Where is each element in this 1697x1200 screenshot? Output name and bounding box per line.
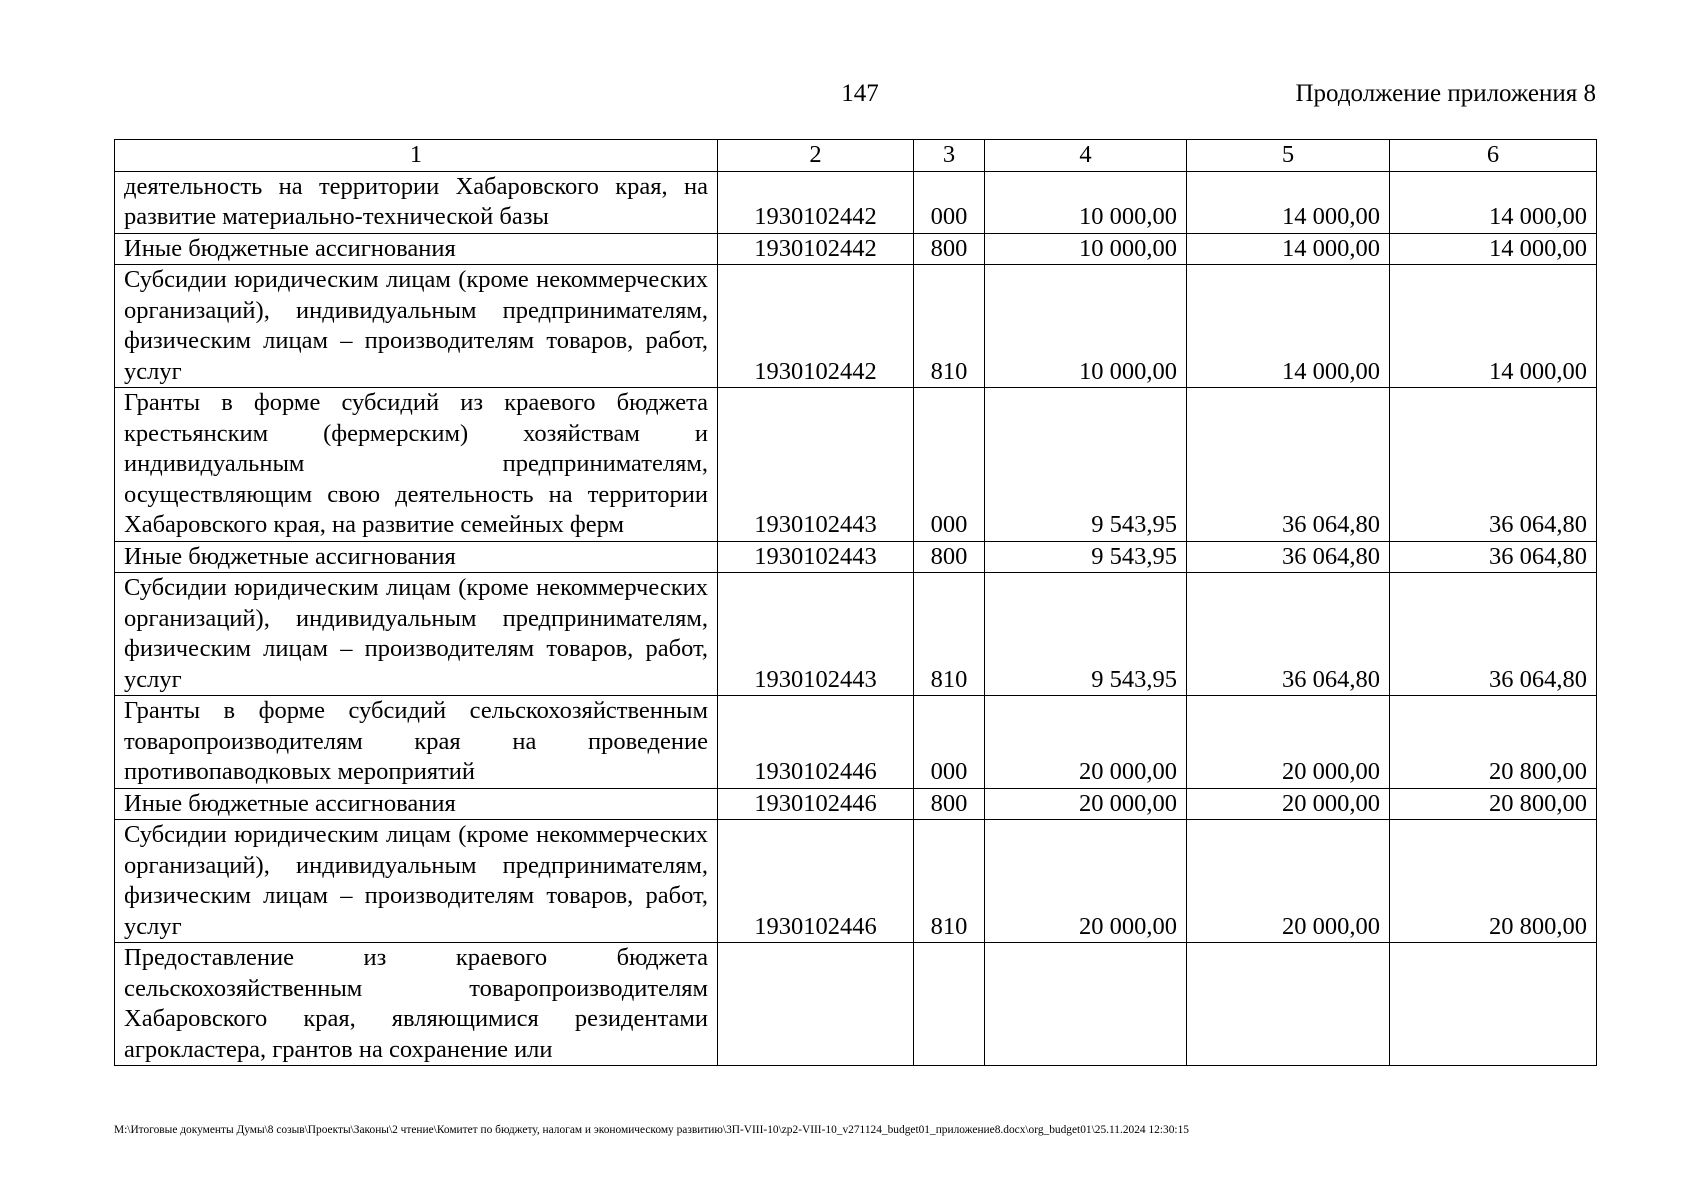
row-value-col4: 9 543,95 [985, 541, 1187, 573]
row-expense-type: 810 [914, 573, 985, 696]
row-value-col6: 36 064,80 [1390, 388, 1597, 542]
table-header [115, 140, 1597, 172]
column-header-3: 3 [914, 140, 985, 172]
row-expense-type: 000 [914, 696, 985, 789]
row-description: Субсидии юридическим лицам (кроме некоммерческих организаций), индивидуальным предпринимателям, физическим лицам – производителям товаров, работ, услуг [115, 820, 718, 943]
row-value-col4: 20 000,00 [985, 696, 1187, 789]
row-value-col5: 36 064,80 [1187, 573, 1390, 696]
row-value-col4: 10 000,00 [985, 233, 1187, 265]
column-header-4: 4 [985, 140, 1187, 172]
row-description: Иные бюджетные ассигнования [115, 233, 718, 265]
row-expense-type: 000 [914, 171, 985, 233]
row-description: Субсидии юридическим лицам (кроме некоммерческих организаций), индивидуальным предпринимателям, физическим лицам – производителям товаров, работ, услуг [115, 265, 718, 388]
row-value-col5: 36 064,80 [1187, 388, 1390, 542]
table-row [115, 265, 1597, 388]
table-row [115, 233, 1597, 265]
table-row [115, 788, 1597, 820]
row-value-col5: 14 000,00 [1187, 265, 1390, 388]
row-target-code: 1930102446 [718, 820, 914, 943]
row-value-col6: 36 064,80 [1390, 541, 1597, 573]
row-value-col5: 20 000,00 [1187, 820, 1390, 943]
table-row [115, 820, 1597, 943]
file-path-footer: M:\Итоговые документы Думы\8 созыв\Проекты\Законы\2 чтение\Комитет по бюджету, налогам и экономическому развитию\3П-VIII-10\zp2-VIII-10_v271124_budget01_приложение8.docx\org_budget01\25.11.2024 12:30:15 [114, 1124, 1189, 1136]
row-value-col6: 36 064,80 [1390, 573, 1597, 696]
row-target-code: 1930102442 [718, 265, 914, 388]
row-expense-type: 800 [914, 541, 985, 573]
row-expense-type: 800 [914, 788, 985, 820]
row-value-col5: 20 000,00 [1187, 696, 1390, 789]
table-row [115, 388, 1597, 542]
row-expense-type: 810 [914, 820, 985, 943]
row-expense-type: 000 [914, 388, 985, 542]
column-header-1: 1 [115, 140, 718, 172]
budget-table [114, 139, 1597, 1066]
row-value-col5: 14 000,00 [1187, 233, 1390, 265]
table-row [115, 573, 1597, 696]
row-expense-type: 800 [914, 233, 985, 265]
row-target-code: 1930102443 [718, 541, 914, 573]
row-value-col6 [1390, 943, 1597, 1066]
row-expense-type: 810 [914, 265, 985, 388]
row-description: Субсидии юридическим лицам (кроме некоммерческих организаций), индивидуальным предпринимателям, физическим лицам – производителям товаров, работ, услуг [115, 573, 718, 696]
table-row [115, 943, 1597, 1066]
row-value-col4: 9 543,95 [985, 388, 1187, 542]
row-value-col6: 14 000,00 [1390, 233, 1597, 265]
row-value-col5: 20 000,00 [1187, 788, 1390, 820]
table-row [115, 171, 1597, 233]
row-value-col4: 10 000,00 [985, 171, 1187, 233]
row-description: Иные бюджетные ассигнования [115, 541, 718, 573]
row-target-code: 1930102443 [718, 573, 914, 696]
row-value-col6: 14 000,00 [1390, 171, 1597, 233]
row-target-code: 1930102446 [718, 696, 914, 789]
row-description: Предоставление из краевого бюджета сельскохозяйственным товаропроизводителям Хабаровского края, являющимися резидентами агрокластера, грантов на сохранение или [115, 943, 718, 1066]
row-value-col5: 36 064,80 [1187, 541, 1390, 573]
row-value-col6: 14 000,00 [1390, 265, 1597, 388]
appendix-continuation-title: Продолжение приложения 8 [1295, 80, 1596, 107]
row-description: Гранты в форме субсидий сельскохозяйственным товаропроизводителям края на проведение противопаводковых мероприятий [115, 696, 718, 789]
row-value-col5: 14 000,00 [1187, 171, 1390, 233]
row-description: деятельность на территории Хабаровского края, на развитие материально-технической базы [115, 171, 718, 233]
row-value-col4: 10 000,00 [985, 265, 1187, 388]
row-target-code: 1930102442 [718, 171, 914, 233]
column-header-5: 5 [1187, 140, 1390, 172]
row-description: Иные бюджетные ассигнования [115, 788, 718, 820]
table-row [115, 541, 1597, 573]
row-value-col5 [1187, 943, 1390, 1066]
row-value-col6: 20 800,00 [1390, 788, 1597, 820]
row-value-col4: 20 000,00 [985, 820, 1187, 943]
row-value-col4: 20 000,00 [985, 788, 1187, 820]
row-description: Гранты в форме субсидий из краевого бюджета крестьянским (фермерским) хозяйствам и индивидуальным предпринимателям, осуществляющим свою деятельность на территории Хабаровского края, на развитие семейных ферм [115, 388, 718, 542]
page-number: 147 [841, 80, 879, 107]
row-target-code: 1930102443 [718, 388, 914, 542]
table-body [115, 171, 1597, 1066]
row-value-col6: 20 800,00 [1390, 820, 1597, 943]
column-header-2: 2 [718, 140, 914, 172]
row-target-code: 1930102442 [718, 233, 914, 265]
row-expense-type [914, 943, 985, 1066]
row-value-col4 [985, 943, 1187, 1066]
row-target-code [718, 943, 914, 1066]
row-value-col4: 9 543,95 [985, 573, 1187, 696]
column-header-6: 6 [1390, 140, 1597, 172]
header-row [115, 140, 1597, 172]
table-row [115, 696, 1597, 789]
row-value-col6: 20 800,00 [1390, 696, 1597, 789]
row-target-code: 1930102446 [718, 788, 914, 820]
